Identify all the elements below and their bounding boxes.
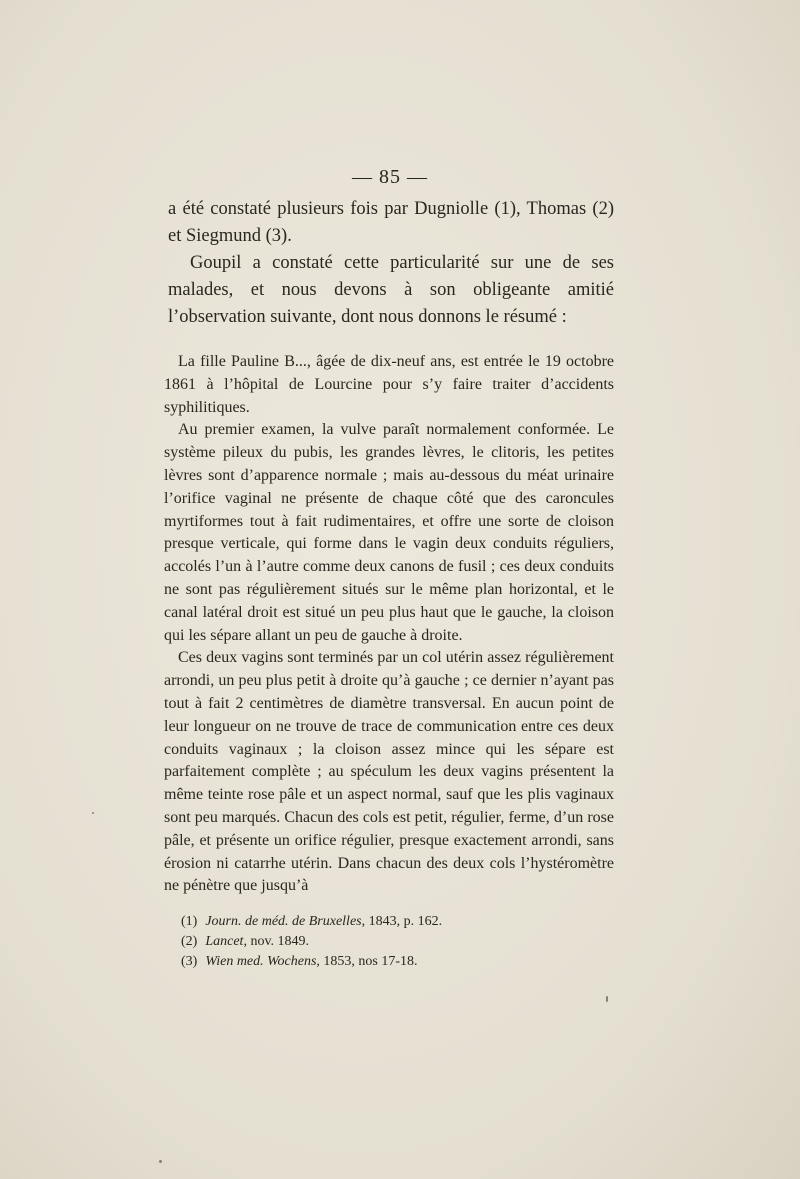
footnote-3: [181, 952, 601, 972]
footnotes: [181, 912, 601, 972]
footnote-details: , nov. 1849.: [243, 934, 310, 949]
observation-paragraph-2: Au premier examen, la vulve paraît normalement conformée. Le système pileux du pubis, les grandes lèvres, le clitoris, les petites lèvres sont d’apparence normale ; mais au-dessous du méat urinaire l’orifice vaginal ne présente de chaque côté que des caroncules myrtiformes tout à fait rudimentaires, et offre une sorte de cloison presque verticale, qui forme dans le vagin deux conduits réguliers, accolés l’un à l’autre comme deux canons de fusil ; ces deux conduits ne sont pas régulièrement situés sur le même plan horizontal, et le canal latéral droit est situé un peu plus haut que le gauche, la cloison qui les sépare allant un peu de gauche à droite.: [164, 421, 614, 644]
footnote-number: (3): [181, 954, 198, 969]
paper-speck: [159, 1160, 162, 1163]
paper-speck: [606, 996, 608, 1002]
observation-paragraph-1: La fille Pauline B..., âgée de dix-neuf ans, est entrée le 19 octobre 1861 à l’hôpital de Lourcine pour s’y faire traiter d’accidents syphilitiques.: [164, 353, 614, 416]
observation-text: [164, 351, 614, 898]
footnote-source: Journ. de méd. de Bruxelles: [205, 914, 362, 929]
observation-paragraph-3: Ces deux vagins sont terminés par un col utérin assez régulièrement arrondi, un peu plus petit à droite qu’à gauche ; ce dernier n’ayant pas tout à fait 2 centimètres de diamètre transversal. En aucun point de leur longueur on ne trouve de trace de communication entre ces deux conduits vaginaux ; la cloison assez mince qui les sépare est parfaitement complète ; au spéculum les deux vagins présentent la même teinte rose pâle et un aspect normal, sauf que les plis vaginaux sont peu marqués. Chacun des cols est petit, régulier, ferme, d’un rose pâle, et présente un orifice régulier, presque exactement arrondi, sans érosion ni catarrhe utérin. Dans chacun des deux cols l’hystéromètre ne pénètre que jusqu’à: [164, 649, 614, 895]
paper-speck: [92, 812, 94, 814]
footnote-2: [181, 932, 601, 952]
footnote-source: Lancet: [205, 934, 244, 949]
intro-paragraph-2: Goupil a constaté cette particularité sur une de ses malades, et nous devons à son obligeante amitié l’observation suivante, dont nous donnons le résumé :: [168, 253, 614, 327]
footnote-number: (2): [181, 934, 198, 949]
footnote-source: Wien med. Wochens: [205, 954, 317, 969]
intro-paragraph-1: a été constaté plusieurs fois par Dugniolle (1), Thomas (2) et Siegmund (3).: [168, 199, 614, 246]
footnote-number: (1): [181, 914, 198, 929]
page-number: — 85 —: [352, 166, 428, 188]
footnote-1: [181, 912, 601, 932]
footnote-details: , 1843, p. 162.: [361, 914, 443, 929]
footnote-details: , 1853, nos 17-18.: [316, 954, 418, 969]
intro-text: [168, 196, 614, 331]
